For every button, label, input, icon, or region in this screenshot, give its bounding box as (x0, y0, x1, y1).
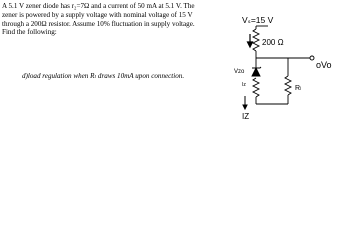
load-resistor (285, 76, 291, 95)
supply-voltage-label: Vₛ=15 V (242, 15, 274, 25)
series-resistor-200-ohm (253, 29, 259, 51)
problem-line-2: zener is powered by a supply voltage with nominal voltage of 15 V (2, 10, 193, 19)
output-terminal (310, 56, 314, 60)
zener-current-label: IZ (242, 112, 250, 121)
zener-diode-icon (252, 67, 261, 76)
zener-current-arrow-icon (243, 96, 247, 109)
zener-internal-resistance (253, 78, 259, 97)
load-resistor-label: Rₗ (295, 85, 302, 92)
problem-line-1: A 5.1 V zener diode has r₂=7Ω and a current of 50 mA at 5.1 V. The (2, 2, 195, 10)
output-voltage-label: oVo (316, 60, 332, 70)
problem-line-4: Find the following: (2, 28, 57, 37)
problem-statement (2, 2, 240, 37)
problem-line-3: through a 200Ω resistor. Assume 10% fluctuation in supply voltage. (2, 19, 195, 28)
series-resistor-label: 200 Ω (262, 38, 284, 47)
question-d: d)load regulation when Rₗ draws 10mA upon connection. (22, 72, 185, 80)
zener-voltage-label: Vzo (234, 69, 245, 75)
zener-circuit-diagram (234, 0, 350, 124)
current-arrow-icon (248, 34, 253, 47)
zener-current-arrow-label: Iz (242, 82, 246, 88)
